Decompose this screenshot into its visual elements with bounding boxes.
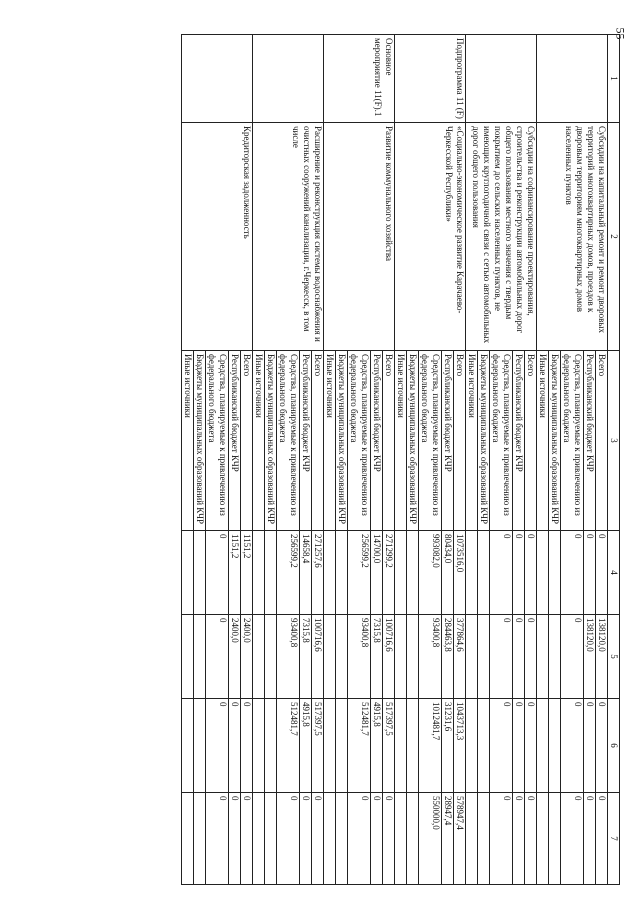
amount-cell: 0 [277,793,300,885]
header-cell: 3 [608,351,620,531]
amount-cell [194,699,206,793]
amount-cell [253,793,265,885]
amount-cell: 0 [490,699,513,793]
amount-cell: 0 [561,793,584,885]
amount-cell: 0 [584,531,596,615]
amount-cell [407,531,419,615]
amount-cell [537,793,549,885]
amount-cell [336,531,348,615]
funding-source-cell: Средства, планируемые к привлечению из федерального бюджета [348,351,371,531]
amount-cell: 0 [312,793,324,885]
amount-cell [549,531,561,615]
amount-cell: 0 [596,793,608,885]
amount-cell: 271257,6 [312,531,324,615]
amount-cell: 0 [490,615,513,699]
program-code-cell: Основное мероприятие 11(F).1 [324,35,395,123]
funding-source-cell: Всего [525,351,537,531]
budget-table-wrapper [20,34,620,884]
header-cell: 6 [608,699,620,793]
amount-cell: 0 [241,793,253,885]
amount-cell: 14700,0 [371,531,383,615]
funding-source-cell: Республиканский бюджет КЧР [371,351,383,531]
amount-cell [253,699,265,793]
amount-cell: 0 [561,615,584,699]
funding-source-cell: Бюджеты муниципальных образований КЧР [194,351,206,531]
amount-cell: 100716,6 [312,615,324,699]
rotated-page [20,34,620,884]
amount-cell: 0 [490,531,513,615]
funding-source-cell: Республиканский бюджет КЧР [513,351,525,531]
amount-cell [194,793,206,885]
program-code-cell [466,35,537,123]
amount-cell [395,699,407,793]
amount-cell: 0 [584,793,596,885]
amount-cell [182,615,194,699]
funding-source-cell: Иные источники [324,351,336,531]
amount-cell [336,615,348,699]
funding-source-cell: Средства, планируемые к привлечению из федерального бюджета [490,351,513,531]
amount-cell: 0 [206,615,229,699]
amount-cell [182,531,194,615]
measure-name-cell: Субсидии на капитальный ремонт и ремонт дворовых территорий многоквартирных домов, проездов к дворовым территориям многоквартирных домов населенных пунктов [537,123,608,351]
amount-cell: 0 [206,699,229,793]
funding-source-cell: Средства, планируемые к привлечению из федерального бюджета [277,351,300,531]
amount-cell [407,615,419,699]
measure-name-cell: Расширение и реконструкция системы водоснабжения и очистных сооружений канализации, г.Черкесск, в том числе [253,123,324,351]
amount-cell: 2400,0 [241,615,253,699]
amount-cell: 0 [584,699,596,793]
header-row [608,35,620,885]
program-code-cell: Подпрограмма 11 (F) [395,35,466,123]
amount-cell [466,793,478,885]
amount-cell: 271299,2 [383,531,395,615]
amount-cell: 1073516,0 [454,531,466,615]
amount-cell: 138120,0 [584,615,596,699]
page-number: 55 [613,27,628,40]
program-code-cell [537,35,608,123]
table-row [525,35,537,885]
amount-cell: 578947,4 [454,793,466,885]
amount-cell [407,793,419,885]
amount-cell: 0 [348,793,371,885]
amount-cell: 14658,4 [300,531,312,615]
amount-cell: 0 [561,699,584,793]
funding-source-cell: Всего [312,351,324,531]
amount-cell: 0 [241,699,253,793]
amount-cell: 993082,0 [419,531,442,615]
amount-cell: 550000,0 [419,793,442,885]
funding-source-cell: Бюджеты муниципальных образований КЧР [336,351,348,531]
header-cell: 5 [608,615,620,699]
funding-source-cell: Республиканский бюджет КЧР [229,351,241,531]
amount-cell: 0 [525,793,537,885]
funding-source-cell: Всего [383,351,395,531]
header-cell: 1 [608,35,620,123]
program-code-cell [182,35,253,123]
funding-source-cell: Средства, планируемые к привлечению из федерального бюджета [561,351,584,531]
amount-cell: 512481,7 [348,699,371,793]
table-row [454,35,466,885]
amount-cell [194,615,206,699]
amount-cell [324,699,336,793]
amount-cell: 80434,0 [442,531,454,615]
amount-cell: 0 [490,793,513,885]
amount-cell: 0 [561,531,584,615]
amount-cell: 93400,8 [419,615,442,699]
amount-cell: 7315,8 [300,615,312,699]
measure-name-cell: Субсидии на софинансирование проектирования, строительства и реконструкции автомобильных дорог общего пользования местного значения с твердым покрытием до сельских населенных пунктов, не имеющих круглогодичной связи с сетью автомобильных дорог общего пользования [466,123,537,351]
amount-cell [478,615,490,699]
amount-cell: 7315,8 [371,615,383,699]
amount-cell [324,793,336,885]
funding-source-cell: Бюджеты муниципальных образований КЧР [478,351,490,531]
amount-cell [182,699,194,793]
table-row [241,35,253,885]
amount-cell [549,793,561,885]
funding-source-cell: Иные источники [395,351,407,531]
measure-name-cell: Кредиторская задолженность [182,123,253,351]
amount-cell: 1151,2 [229,531,241,615]
amount-cell: 0 [513,699,525,793]
amount-cell [265,531,277,615]
amount-cell [537,615,549,699]
amount-cell [466,531,478,615]
table-row [383,35,395,885]
measure-name-cell: «Социально-экономическое развитие Карачаево-Черкесской Республики» [395,123,466,351]
amount-cell: 93400,8 [277,615,300,699]
amount-cell [265,615,277,699]
funding-source-cell: Бюджеты муниципальных образований КЧР [549,351,561,531]
amount-cell [407,699,419,793]
amount-cell [478,793,490,885]
funding-source-cell: Всего [454,351,466,531]
funding-source-cell: Бюджеты муниципальных образований КЧР [407,351,419,531]
amount-cell [324,615,336,699]
amount-cell: 2400,0 [229,615,241,699]
amount-cell: 0 [596,699,608,793]
budget-table [181,34,620,885]
funding-source-cell: Средства, планируемые к привлечению из федерального бюджета [206,351,229,531]
funding-source-cell: Всего [596,351,608,531]
amount-cell: 1151,2 [241,531,253,615]
amount-cell [194,531,206,615]
amount-cell: 28947,4 [442,793,454,885]
amount-cell: 517397,5 [312,699,324,793]
amount-cell: 0 [229,793,241,885]
funding-source-cell: Республиканский бюджет КЧР [584,351,596,531]
funding-source-cell: Иные источники [466,351,478,531]
amount-cell [182,793,194,885]
amount-cell: 0 [513,615,525,699]
table-row [312,35,324,885]
amount-cell: 1012481,7 [419,699,442,793]
amount-cell [324,531,336,615]
amount-cell: 0 [371,793,383,885]
amount-cell: 4915,8 [300,699,312,793]
funding-source-cell: Средства, планируемые к привлечению из федерального бюджета [419,351,442,531]
header-cell: 4 [608,531,620,615]
amount-cell [478,531,490,615]
amount-cell: 138120,0 [596,615,608,699]
funding-source-cell: Иные источники [253,351,265,531]
funding-source-cell: Всего [241,351,253,531]
amount-cell: 93400,8 [348,615,371,699]
amount-cell [466,699,478,793]
amount-cell: 0 [513,531,525,615]
funding-source-cell: Республиканский бюджет КЧР [300,351,312,531]
amount-cell: 0 [525,531,537,615]
amount-cell [265,793,277,885]
amount-cell: 256599,2 [348,531,371,615]
amount-cell [336,699,348,793]
amount-cell: 0 [596,531,608,615]
header-cell: 7 [608,793,620,885]
amount-cell: 0 [525,615,537,699]
amount-cell: 517397,5 [383,699,395,793]
amount-cell [537,699,549,793]
amount-cell: 0 [525,699,537,793]
amount-cell [466,615,478,699]
amount-cell [537,531,549,615]
header-cell: 2 [608,123,620,351]
amount-cell: 0 [513,793,525,885]
amount-cell [395,793,407,885]
amount-cell: 0 [229,699,241,793]
amount-cell: 0 [206,531,229,615]
amount-cell [253,531,265,615]
table-body [182,35,620,885]
amount-cell: 100716,6 [383,615,395,699]
amount-cell: 0 [383,793,395,885]
amount-cell: 0 [206,793,229,885]
amount-cell: 256599,2 [277,531,300,615]
amount-cell [395,531,407,615]
amount-cell: 284463,8 [442,615,454,699]
funding-source-cell: Республиканский бюджет КЧР [442,351,454,531]
funding-source-cell: Бюджеты муниципальных образований КЧР [265,351,277,531]
amount-cell [265,699,277,793]
amount-cell: 512481,7 [277,699,300,793]
amount-cell: 1043713,3 [454,699,466,793]
amount-cell: 377864,6 [454,615,466,699]
amount-cell [549,615,561,699]
amount-cell [253,615,265,699]
amount-cell [549,699,561,793]
amount-cell: 4915,8 [371,699,383,793]
amount-cell [395,615,407,699]
amount-cell: 31231,6 [442,699,454,793]
amount-cell [336,793,348,885]
amount-cell [478,699,490,793]
table-row [596,35,608,885]
funding-source-cell: Иные источники [537,351,549,531]
amount-cell: 0 [300,793,312,885]
measure-name-cell: Развитие коммунального хозяйства [324,123,395,351]
funding-source-cell: Иные источники [182,351,194,531]
program-code-cell [253,35,324,123]
